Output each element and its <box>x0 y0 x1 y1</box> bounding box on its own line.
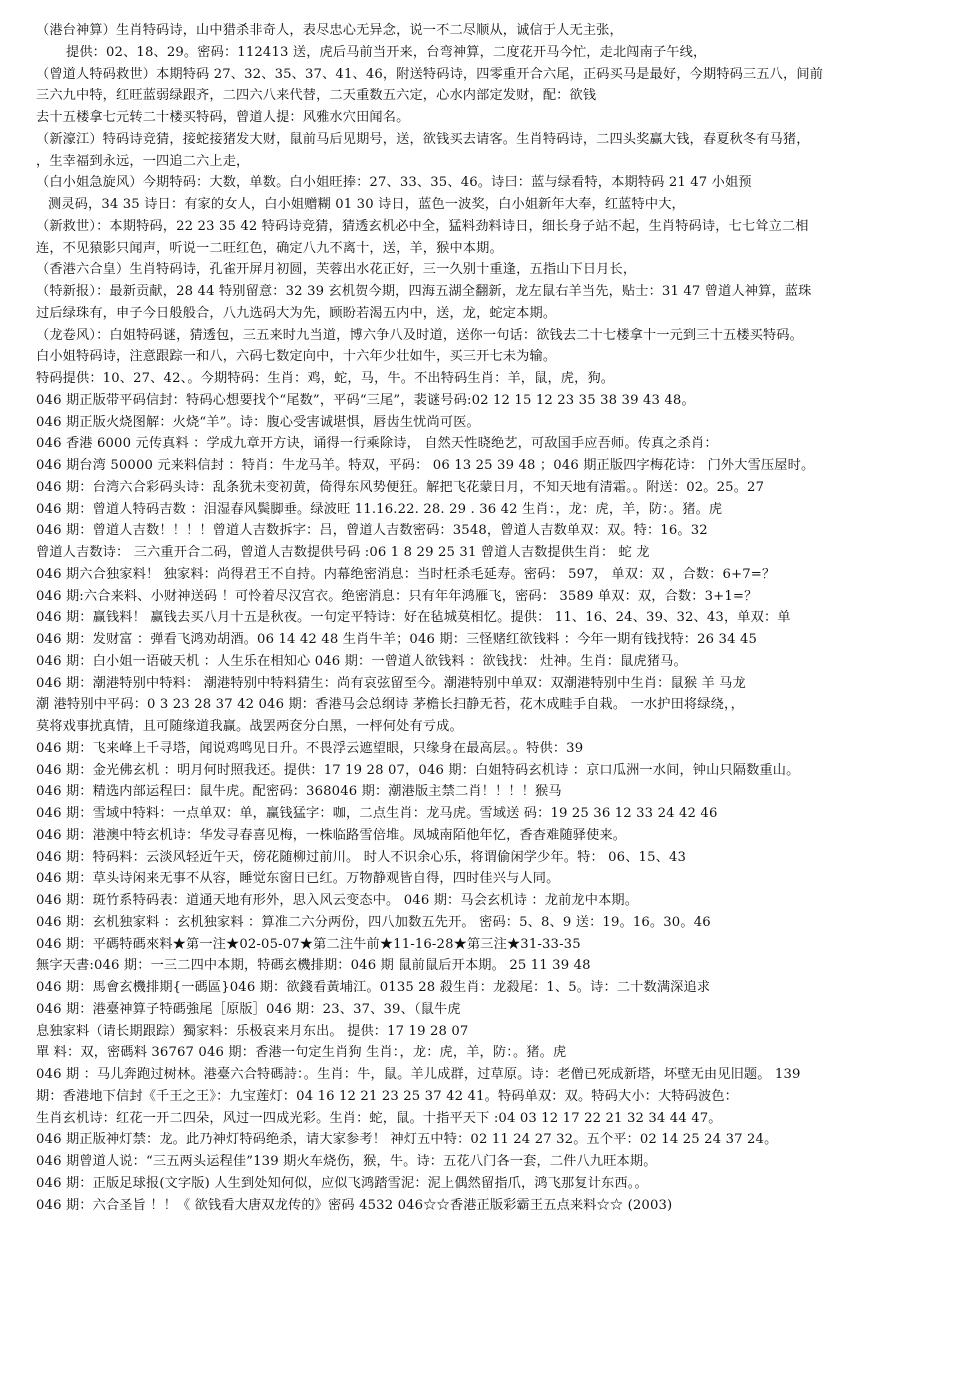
text-line: 046 期：港臺神算子特碼強尾［原版］046 期：23、37、39、（鼠牛虎 <box>36 1001 461 1017</box>
text-line: 特码提供：10、27、42、。今期特码：生肖：鸡，蛇，马，牛。不出特码生肖：羊，鼠，虎，狗。 <box>36 371 615 386</box>
text-line: 潮 港特别中平码：0 3 23 28 37 42 046 期：香港马会总纲诗 茅檐长扫静无苔，花木成畦手自栽。 一水护田将绿绕，， <box>36 697 745 713</box>
text-line: 046 期：特码料：云淡风轻近午天，傍花随柳过前川。 时人不识余心乐，将谓偷闲学少年。特： 06、15、43 <box>36 849 687 865</box>
document-body <box>36 20 954 1216</box>
text-line: 046 期：六合圣旨 ！！《 欲钱看大唐双龙传的》密码 4532 046☆☆香港正版彩霸王五点来料☆☆ (2003) <box>36 1197 673 1213</box>
text-line: 046 期：台湾六合彩码头诗：乱条犹未变初黄，倚得东风势便狂。解把飞花蒙日月，不知天地有清霜。。附送：02。25。27 <box>36 479 765 495</box>
text-line: 046 期:六合来料、小财神送码 ！可怜着尽汉宫衣。绝密消息：只有年年鸿雁飞，密码： 3589 单双：双，合数：3+1=？ <box>36 588 758 604</box>
text-line: 046 期六合独家料！ 独家料：尚得君王不自持。内幕绝密消息：当时枉杀毛延寿。密码： 597， 单双：双 ，合数：6+7=？ <box>36 566 776 582</box>
text-line: 046 期：草头诗闲来无事不从容，睡觉东窗日已红。万物静观皆自得，四时佳兴与人同。 <box>36 871 560 887</box>
text-line: 过后绿珠有，申子今日般般合，八九选码大为先，顾盼若渴五内中，送，龙，蛇定本期。 <box>36 305 557 321</box>
text-line: （龙卷风）：白姐特码谜，猜透包，三五来时九当道，博六争八及时道，送你一句话：欲钱去二十七楼拿十一元到三十五楼买特码。 <box>36 327 803 343</box>
text-line: 046 期：赢钱料！ 赢钱去买八月十五是秋夜。一句定平特诗：好在毡城莫相忆。提供： 11、16、24、39、32、43，单双：单 <box>36 610 791 626</box>
text-line: 046 期 ：马儿奔跑过树林。港臺六合特碼詩：。生肖：牛，鼠。羊儿成群，过草原。诗：老僧已死成新塔，坏壁无由见旧题。 139 <box>36 1067 801 1082</box>
text-line: 046 期：潮港特别中特料： 潮港特别中特料猜生：尚有哀弦留至今。潮港特别中单双：双潮港特别中生肖：鼠猴 羊 马龙 <box>36 675 746 691</box>
text-line: 去十五楼拿七元转二十楼买特码，曾道人提：风雅水穴田闻名。 <box>36 110 410 125</box>
text-line: 046 期：精选内部运程曰：鼠牛虎。配密码：368046 期：潮港版主禁二肖！！！！猴马 <box>36 784 562 800</box>
text-line: 046 期：飞来峰上千寻塔，闻说鸡鸣见日升。不畏浮云遮望眼，只缘身在最高层。。特供：39 <box>36 740 584 756</box>
text-line: 046 期：雪域中特料：一点单双：单，赢钱猛字：咖，二点生肖：龙马虎。雪域送 码：19 25 36 12 33 24 42 46 <box>36 806 718 821</box>
text-line: 無字天書:046 期：一三二四中本期，特碼玄機排期：046 期 鼠前鼠后开本期。 25 11 39 48 <box>36 958 591 974</box>
text-line: 046 期正版带平码信封：特码心想要找个“尾数”，平码“三尾”，裴谜号码:02 12 15 12 23 35 38 39 43 48。 <box>36 392 695 408</box>
text-line: 046 期：曾道人吉数！！！！曾道人吉数拆字：吕，曾道人吉数密码：3548，曾道人吉数单双：双。特：16。32 <box>36 523 708 539</box>
text-line: 046 期：港澳中特玄机诗：华发寻春喜见梅，一株临路雪倍堆。凤城南陌他年忆，香杳难随驿使来。 <box>36 827 627 843</box>
text-line: （新濠江）特码诗竞猜，接蛇接猪发大财，鼠前马后见期号，送，欲钱买去请客。生肖特码诗，二四头奖赢大钱，春夏秋冬有马猪， <box>36 131 810 147</box>
text-line: 息独家料（请长期跟踪）獨家料：乐极哀来月东出。 提供：17 19 28 07 <box>36 1023 469 1039</box>
text-line: （香港六合皇）生肖特码诗，孔雀开屏月初圆，芙蓉出水花正好，三一久别十重逢，五指山下日月长， <box>36 262 637 278</box>
text-line: （曾道人特码救世）本期特码 27、32、35、37、41、46，附送特码诗，四零重开合六尾，正码买马是最好，今期特码三五八，间前 <box>36 66 824 82</box>
text-line: 046 期：玄机独家料 ：玄机独家料 ：算准二六分两份，四八加数五先开。 密码：5、8、9 送：19。16。30。46 <box>36 914 711 930</box>
text-line: 046 期：斑竹系特码表：道通天地有形外，思入风云变态中。 046 期：马会玄机诗 ：龙前龙中本期。 <box>36 893 639 908</box>
text-line: 046 期：馬會玄機排期{一碼區}046 期：欲錢看黃埔江。0135 28 殺生肖：龙殺尾：1、5。诗：二十数满深追求 <box>36 980 711 995</box>
text-line: 046 期正版神灯禁：龙。此乃神灯特码绝杀，请大家参考！ 神灯五中特：02 11 24 27 32。五个平：02 14 25 24 37 24。 <box>36 1132 778 1148</box>
text-line: 三六九中特，红旺蓝弱绿跟齐，二四六八来代替，二天重数五六定，心水内部定发财，配：欲钱 <box>36 88 597 104</box>
text-line: 046 期：曾道人特码吉数 ：泪湿春风鬓脚垂。绿波旺 11.16.22. 28. 29 . 36 42 生肖：，龙：虎，羊，防：。猪。虎 <box>36 501 723 517</box>
text-line: 046 期：正版足球报(文字版) 人生到处知何似，应似飞鸿踏雪泥：泥上偶然留指爪，鸿飞那复计东西。。 <box>36 1175 648 1191</box>
text-line: （白小姐急旋风）今期特码：大数，单数。白小姐旺捧：27、33、35、46。诗曰：蓝与绿看特，本期特码 21 47 小姐预 <box>36 175 752 191</box>
text-line: （港台神算）生肖特码诗，山中猎杀非奇人，表尽忠心无异念，说一不二尽顺从，诚信于人无主张， <box>36 23 623 38</box>
text-line: 046 期：白小姐一语破天机 ：人生乐在相知心 046 期：一曾道人欲钱料 ：欲钱找： 灶神。生肖：鼠虎猪马。 <box>36 653 687 669</box>
text-line: 生肖玄机诗：红花一开二四朵，风过一四成光彩。生肖：蛇，鼠。十指平天下 :04 03 12 17 22 21 32 34 44 47。 <box>36 1110 722 1126</box>
text-line: 期：香港地下信封《千王之王》：九宝莲灯：04 16 12 21 23 25 37 42 41。特码单双：双。特码大小：大特码波色： <box>36 1088 739 1104</box>
text-line: 單 料：双，密碼料 36767 046 期：香港一句定生肖狗 生肖：，龙：虎，羊，防：。猪。虎 <box>36 1045 567 1061</box>
text-line: 046 期台湾 50000 元来料信封 ：特肖：牛龙马羊。特双，平码： 06 13 25 39 48 ；046 期正版四字梅花诗： 门外大雪压屋时。 <box>36 458 815 473</box>
text-line: （特新报）：最新贡献，28 44 特别留意：32 39 玄机贺今期，四海五湖全翻新，龙左鼠右羊当先，贴士：31 47 曾道人神算，蓝珠 <box>36 284 812 299</box>
text-line: ，生幸福到永远，一四追二六上走， <box>36 153 250 169</box>
text-line: 连，不见猿影只闻声，听说一二旺红色，确定八九不离十，送，羊，猴中本期。 <box>36 240 503 256</box>
text-line: 曾道人吉数诗： 三六重开合二码，曾道人吉数提供号码 :06 1 8 29 25 31 曾道人吉数提供生肖： 蛇 龙 <box>36 545 650 560</box>
text-line: 046 期：发财富 ：弹看飞鸿劝胡酒。06 14 42 48 生肖牛羊；046 期：三怪赌红欲钱料 ：今年一期有钱找特：26 34 45 <box>36 632 758 647</box>
text-line: 莫将戏事扰真情，且可随缘道我赢。战罢两奁分白黑，一枰何处有亏成。 <box>36 719 463 734</box>
text-line: 白小姐特码诗，注意跟踪一和八，六码七数定向中，十六年少壮如牛，买三开七未为输。 <box>36 349 557 365</box>
text-line: 046 期：金光佛玄机 ：明月何时照我还。提供：17 19 28 07，046 期：白姐特码玄机诗 ：京口瓜洲一水间，钟山只隔数重山。 <box>36 762 800 778</box>
text-line: 046 期正版火烧图解：火烧“羊”。诗：腹心受害诚堪惧，唇齿生忧尚可医。 <box>36 414 480 430</box>
text-line: 提供：02、18、29。密码：112413 送，虎后马前当开来，台弯神算，二度花开马今忙，走北闯南子午线， <box>66 44 707 60</box>
text-line: 046 期：平碼特碼來料★第一注★02-05-07★第二注牛前★11-16-28★第三注★31-33-35 <box>36 936 581 952</box>
text-line: （新救世）：本期特码，22 23 35 42 特码诗竞猜，猜透玄机必中全，猛料劲料诗日，细长身子站不起，生肖特码诗，七七耸立二相 <box>36 218 809 234</box>
text-line: 测灵码，34 35 诗日：有家的女人，白小姐赠糊 01 30 诗日，蓝色一波奖，白小姐新年大奉，红蓝特中大， <box>48 197 685 212</box>
text-line: 046 香港 6000 元传真料 ：学成九章开方诀，诵得一行乘除诗， 自然天性晓绝艺，可敌国手应吾师。传真之杀肖： <box>36 436 718 452</box>
text-line: 046 期曾道人说：“三五两头运程佳”139 期火车烧伤，猴，牛。诗：五花八门各一套，二件八九旺本期。 <box>36 1154 657 1169</box>
